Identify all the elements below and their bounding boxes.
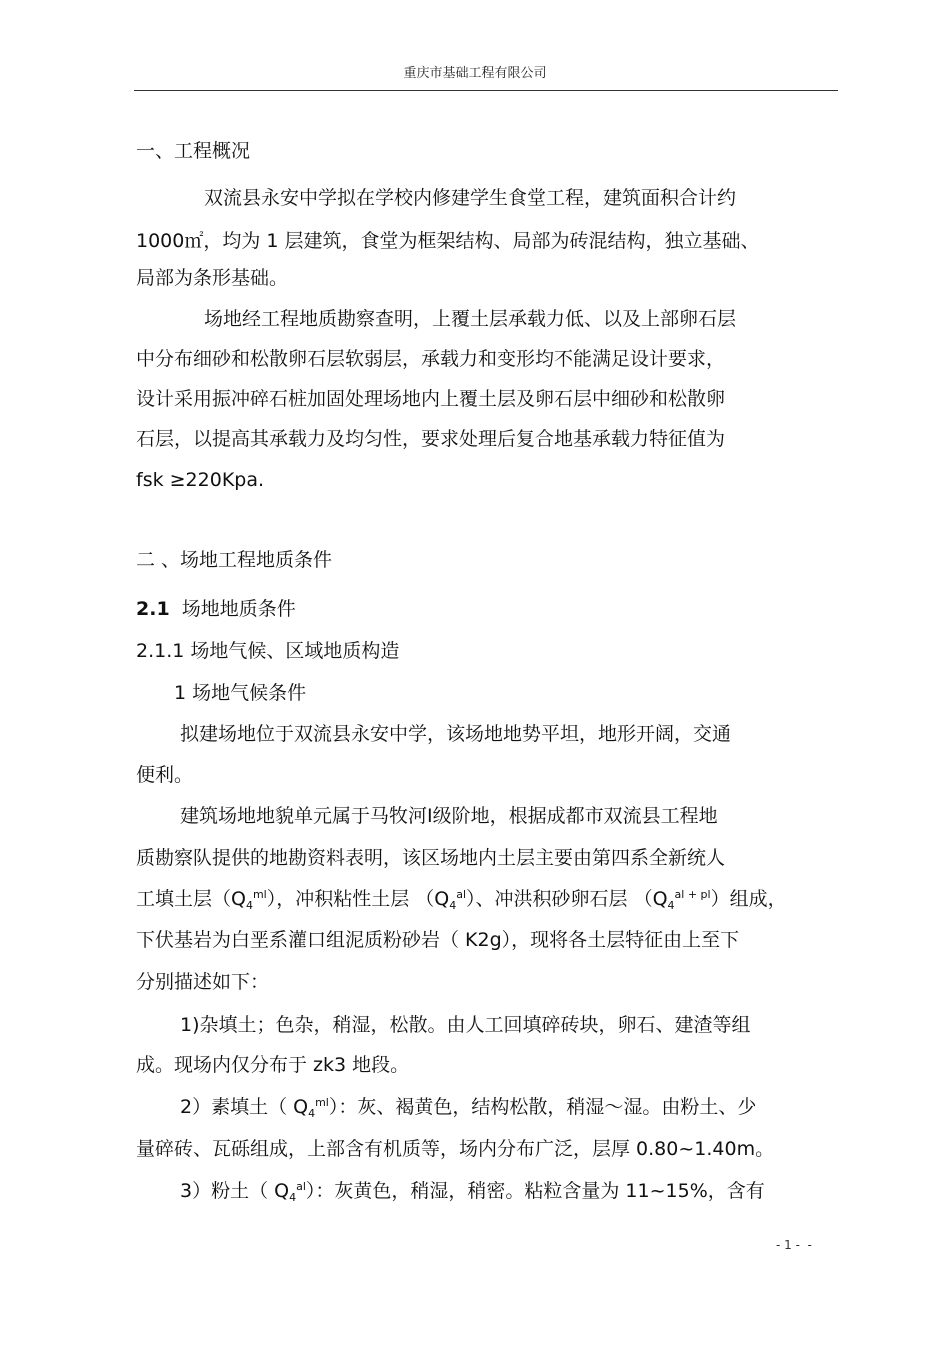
paragraph-line: fsk ≥220Kpa. [136,469,265,491]
paragraph-line: 下伏基岩为白垩系灌口组泥质粉砂岩（ K2g），现将各土层特征由上至下 [136,929,740,951]
item-heading: 1 场地气候条件 [174,682,307,704]
paragraph-line: 拟建场地位于双流县永安中学，该场地地势平坦，地形开阔，交通 [180,723,732,745]
paragraph-line: 1)杂填土；色杂，稍湿，松散。由人工回填碎砖块，卵石、建渣等组 [180,1014,751,1036]
page-number: - 1 - - [776,1238,812,1252]
paragraph-line: 局部为条形基础。 [136,267,289,289]
paragraph-line: 3）粉土（ $Q_4^{al}$）：灰黄色，稍湿，稍密。粘粒含量为 11~15%，含有 [180,1180,765,1204]
header-divider [134,90,838,91]
paragraph-line: 分别描述如下： [136,971,270,993]
page-header: 重庆市基础工程有限公司 [403,66,547,81]
paragraph-line: 成。现场内仅分布于 zk3 地段。 [136,1054,410,1076]
paragraph-line: 中分布细砂和松散卵石层软弱层，承载力和变形均不能满足设计要求， [136,348,726,370]
paragraph-line: 石层，以提高其承载力及均匀性，要求处理后复合地基承载力特征值为 [136,428,726,450]
subsection-2-1-1-title: 2.1.1 场地气候、区域地质构造 [136,640,400,662]
section-2-title: 二 、场地工程地质条件 [136,549,333,571]
paragraph-line: 设计采用振冲碎石桩加固处理场地内上覆土层及卵石层中细砂和松散卵 [136,388,726,410]
paragraph-line: 质勘察队提供的地勘资料表明，该区场地内土层主要由第四系全新统人 [136,847,726,869]
section-1-title: 一、工程概况 [136,140,251,162]
paragraph-line: 1000㎡，均为 1 层建筑，食堂为框架结构、局部为砖混结构，独立基础、 [136,230,760,252]
subsection-2-1-title: 2.1 场地地质条件 [136,598,296,620]
paragraph-line: 2）素填土（ $Q_4^{ml}$）：灰、褐黄色，结构松散，稍湿～湿。由粉土、少 [180,1096,757,1120]
paragraph-line: 便利。 [136,764,194,786]
paragraph-line: 双流县永安中学拟在学校内修建学生食堂工程，建筑面积合计约 [204,187,737,209]
paragraph-line: 场地经工程地质勘察查明，上覆土层承载力低、以及上部卵石层 [204,308,737,330]
paragraph-line: 量碎砖、瓦砾组成，上部含有机质等，场内分布广泛，层厚 0.80~1.40m。 [136,1138,775,1160]
paragraph-line: 工填土层$(Q_4^{ml})$，冲积粘性土层 $(Q_4^{al})$、冲洪积砂卵石层 $(Q_4^{al + pl})$组成， [136,888,787,912]
paragraph-line: 建筑场地地貌单元属于马牧河Ⅰ级阶地，根据成都市双流县工程地 [180,805,718,827]
